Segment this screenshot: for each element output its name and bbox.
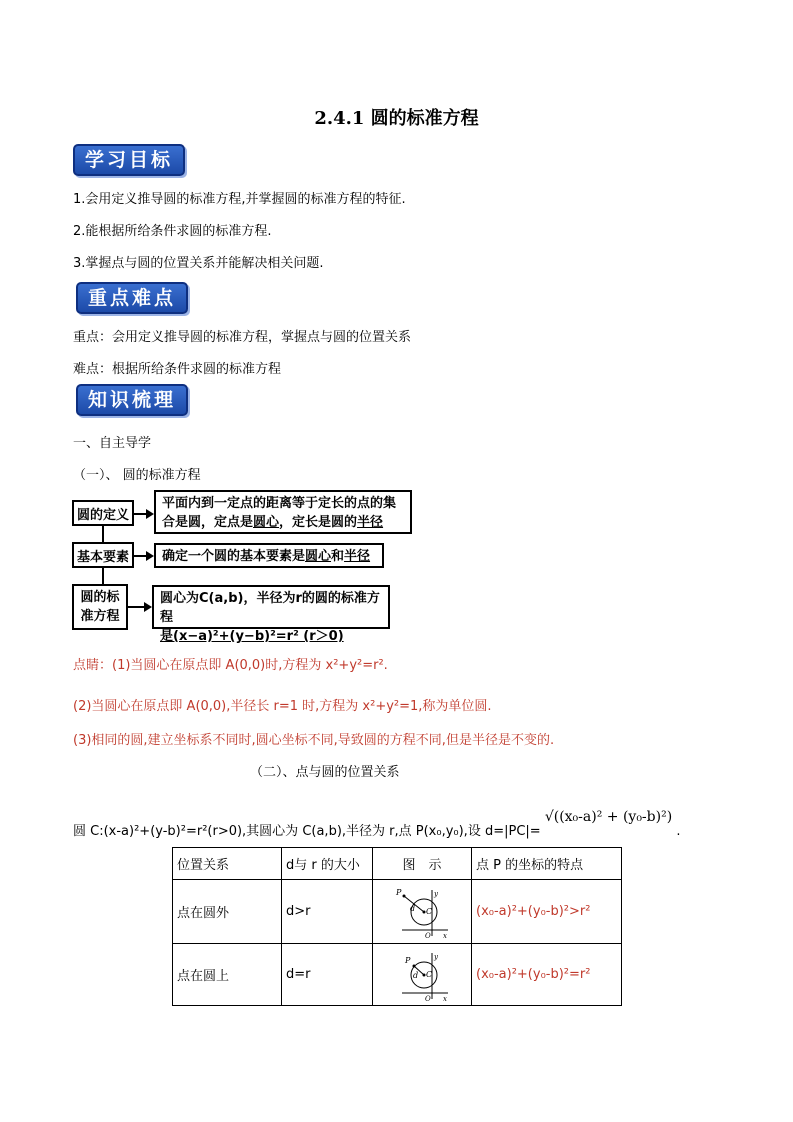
svg-text:C: C bbox=[426, 906, 433, 916]
blank-center-1: 圆心 bbox=[253, 515, 280, 530]
flow-box-3-line-a: 圆的标 bbox=[80, 590, 120, 605]
flow-connector-2 bbox=[102, 568, 104, 584]
goal-3: 3.掌握点与圆的位置关系并能解决相关问题. bbox=[73, 256, 324, 271]
svg-text:x: x bbox=[443, 931, 447, 940]
note-2: (2)当圆心在原点即 A(0,0),半径长 r=1 时,方程为 x²+y²=1,称为单位圆. bbox=[73, 699, 492, 714]
flow-desc-3-line-a: 圆心为C(a,b)，半径为r的圆的标准方程 bbox=[160, 591, 380, 625]
goal-2: 2.能根据所给条件求圆的标准方程. bbox=[73, 224, 272, 239]
flow-arrow-1 bbox=[134, 513, 148, 515]
note-1: 点睛：(1)当圆心在原点即 A(0,0)时,方程为 x²+y²=r². bbox=[73, 658, 388, 673]
distance-formula: √((x₀-a)² + (y₀-b)²) bbox=[544, 809, 673, 825]
feature-cell: (x₀-a)²+(y₀-b)²=r² bbox=[472, 944, 622, 1006]
sub-heading-1: （一）、 圆的标准方程 bbox=[73, 468, 201, 483]
goal-1: 1.会用定义推导圆的标准方程,并掌握圆的标准方程的特征. bbox=[73, 192, 406, 207]
flow-box-3-line-b: 准方程 bbox=[80, 609, 120, 624]
flow-arrow-3 bbox=[128, 606, 146, 608]
figure-cell bbox=[373, 880, 472, 944]
flow-desc-3-line-b: 是(x−a)²+(y−b)²=r² (r＞0) bbox=[160, 629, 344, 644]
point-outside-figure bbox=[392, 884, 452, 940]
svg-text:y: y bbox=[434, 952, 438, 961]
flow-desc-1-line-b: 合是圆，定点是圆心，定长是圆的半径 bbox=[162, 515, 384, 530]
compare-cell: d>r bbox=[282, 880, 373, 944]
svg-text:P: P bbox=[405, 955, 411, 965]
point-on-figure bbox=[392, 947, 452, 1003]
svg-text:O: O bbox=[425, 994, 431, 1003]
relation-cell: 点在圆外 bbox=[173, 880, 282, 944]
flow-box-equation bbox=[72, 584, 128, 630]
flow-box-elements: 基本要素 bbox=[72, 542, 134, 568]
table-row bbox=[173, 880, 622, 944]
relation-text: 圆 C:(x-a)²+(y-b)²=r²(r>0),其圆心为 C(a,b),半径为 r,点 P(x₀,y₀),设 d=|PC|= bbox=[73, 824, 541, 839]
relation-cell: 点在圆上 bbox=[173, 944, 282, 1006]
page-title: 2.4.1 圆的标准方程 bbox=[314, 108, 479, 129]
table-header-row bbox=[173, 848, 622, 880]
blank-radius-2: 半径 bbox=[344, 549, 371, 564]
table-header: 点 P 的坐标的特点 bbox=[472, 848, 622, 880]
blank-radius-1: 半径 bbox=[357, 515, 384, 530]
section-badge-knowledge: 知识梳理 bbox=[76, 384, 188, 416]
position-table bbox=[172, 847, 622, 1006]
svg-text:O: O bbox=[425, 931, 431, 940]
flow-box-definition: 圆的定义 bbox=[72, 500, 134, 526]
flow-desc-1-line-a: 平面内到一定点的距离等于定长的点的集 bbox=[162, 496, 397, 511]
blank-center-2: 圆心 bbox=[305, 549, 332, 564]
section-badge-key: 重点难点 bbox=[76, 282, 188, 314]
section-badge-goals: 学习目标 bbox=[73, 144, 185, 176]
table-header: 位置关系 bbox=[173, 848, 282, 880]
part-heading: 一、自主导学 bbox=[73, 436, 152, 451]
note-3: (3)相同的圆,建立坐标系不同时,圆心坐标不同,导致圆的方程不同,但是半径是不变的. bbox=[73, 733, 555, 748]
relation-line: 圆 C:(x-a)²+(y-b)²=r²(r>0),其圆心为 C(a,b),半径为 r,点 P(x₀,y₀),设 d=|PC|= √((x₀-a)² + (y₀-b)²) . bbox=[73, 809, 681, 839]
compare-cell: d=r bbox=[282, 944, 373, 1006]
flow-arrow-2 bbox=[134, 555, 148, 557]
figure-cell bbox=[373, 944, 472, 1006]
sub-heading-2: （二）、点与圆的位置关系 bbox=[250, 765, 400, 780]
svg-text:x: x bbox=[443, 994, 447, 1003]
svg-text:P: P bbox=[396, 887, 402, 897]
feature-cell: (x₀-a)²+(y₀-b)²>r² bbox=[472, 880, 622, 944]
difficulty-line: 难点：根据所给条件求圆的标准方程 bbox=[73, 362, 282, 377]
table-header: 图 示 bbox=[373, 848, 472, 880]
svg-text:y: y bbox=[434, 889, 438, 898]
focus-line: 重点：会用定义推导圆的标准方程，掌握点与圆的位置关系 bbox=[73, 330, 412, 345]
table-row bbox=[173, 944, 622, 1006]
svg-text:d: d bbox=[413, 970, 419, 980]
svg-text:C: C bbox=[426, 969, 433, 979]
flow-connector-1 bbox=[102, 526, 104, 542]
flow-desc-definition bbox=[154, 490, 412, 534]
flow-desc-elements: 确定一个圆的基本要素是圆心和半径 bbox=[154, 543, 384, 568]
table-header: d与 r 的大小 bbox=[282, 848, 373, 880]
flow-desc-equation bbox=[152, 585, 390, 644]
svg-text:d: d bbox=[410, 903, 416, 913]
